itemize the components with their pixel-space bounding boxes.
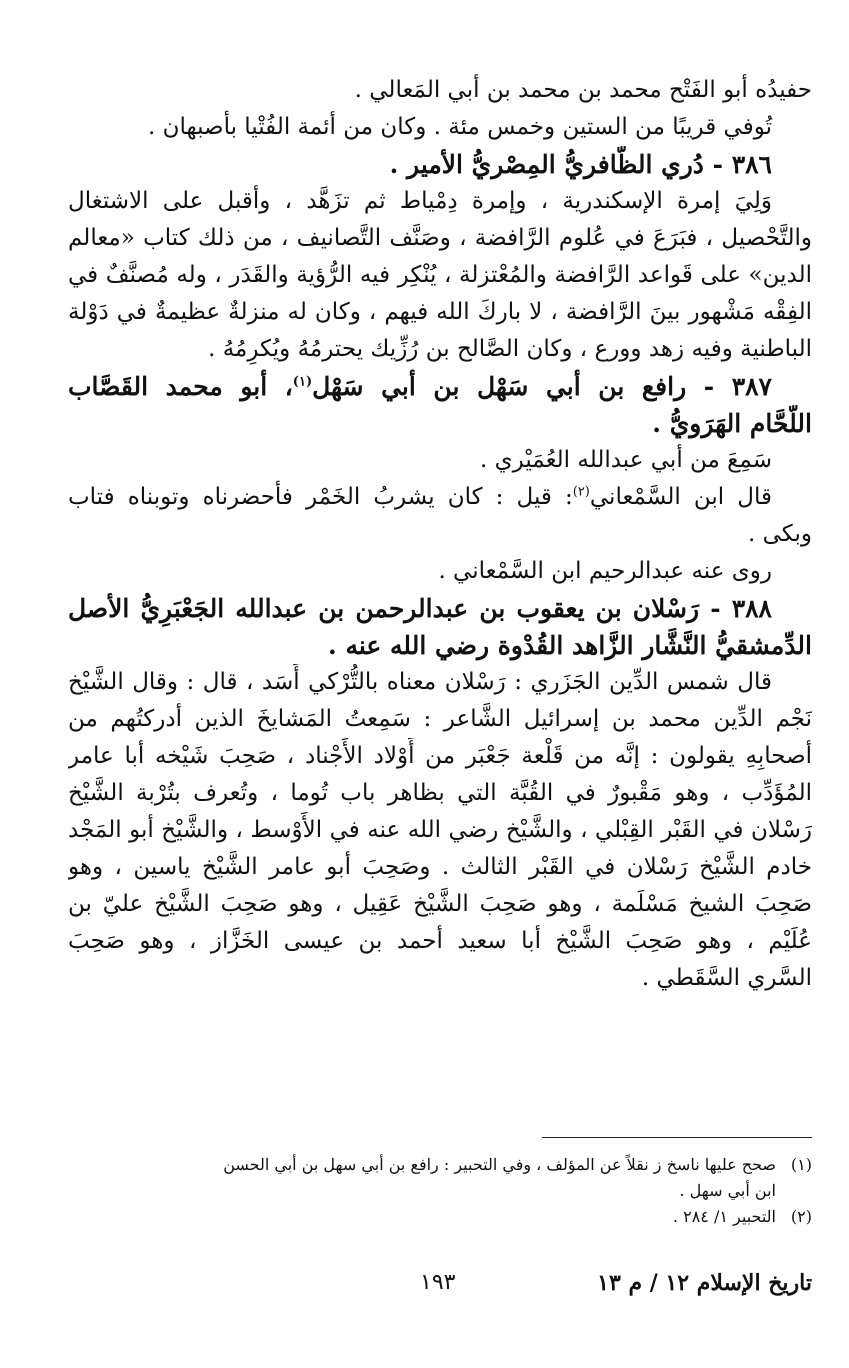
line-text: قال شمس الدِّين الجَزَري : رَسْلان معناه بالتُّرْكي أَسَد ، قال : وقال الشَّيْخ xyxy=(68,669,772,695)
line-text: المُؤَدِّب ، وهو مَقْبورٌ في القُبَّة التي بظاهر باب تُوما ، وتُعرف بتُرْبة الشَّيْخ xyxy=(68,780,812,806)
entry-heading-line xyxy=(68,368,812,405)
text-line xyxy=(68,553,812,590)
line-text: خادم الشَّيْخ رَسْلان في القَبْر الثالث . وصَحِبَ أبو عامر الشَّيْخ ياسين ، وهو xyxy=(68,854,812,880)
text-line xyxy=(68,738,812,775)
line-text: ٣٨٧ - رافع بن أبي سَهْل بن أبي سَهْل xyxy=(312,372,772,401)
text-line xyxy=(68,183,812,220)
text-line xyxy=(68,257,812,294)
text-line xyxy=(68,960,812,997)
text-line xyxy=(68,479,812,516)
text-line xyxy=(68,775,812,812)
footnote-marker: (١) xyxy=(292,374,313,390)
footnote-number: (٢) xyxy=(790,1207,812,1226)
text-line xyxy=(68,442,812,479)
line-text-tail: : قيل : كان يشربُ الخَمْر فأحضرناه وتوبناه فتاب xyxy=(68,484,573,510)
footnote-continuation: ابن أبي سهل . xyxy=(679,1181,776,1200)
line-text: الدين» على قَواعد الرَّافضة والمُعْتزلة ، يُنْكِر فيه الرُّؤية والقَدَر ، وله مُصنَّفٌ في xyxy=(68,262,812,288)
line-text: الباطنية وفيه زهد وورع ، وكان الصَّالح بن رُزِّيك يحترمُهُ ويُكرِمُهُ . xyxy=(208,336,812,362)
entry-heading-line xyxy=(68,627,812,664)
line-text: تُوفي قريبًا من الستين وخمس مئة . وكان من أئمة الفُتْيا بأصبهان . xyxy=(147,114,772,140)
text-line xyxy=(68,923,812,960)
line-text: عُلَيْم ، وهو صَحِبَ الشَّيْخ أبا سعيد أحمد بن عيسى الخَزَّاز ، وهو صَحِبَ xyxy=(68,928,812,954)
text-line xyxy=(68,849,812,886)
footnote xyxy=(68,1152,812,1178)
footnote-text: صحح عليها ناسخ ز نقلاً عن المؤلف ، وفي التحبير : رافع بن أبي سهل بن أبي الحسن xyxy=(223,1155,776,1174)
text-line xyxy=(68,294,812,331)
text-line xyxy=(68,72,812,109)
line-text: الدِّمشقيُّ النَّشَّار الزَّاهد القُدْوة رضي الله عنه . xyxy=(328,631,812,660)
text-line xyxy=(68,812,812,849)
text-line xyxy=(68,516,812,553)
line-text: الفِقْه مَشْهور بينَ الرَّافضة ، لا باركَ الله فيهم ، وكان له منزلةٌ عظيمةٌ في دَوْلة xyxy=(68,299,812,325)
text-line xyxy=(68,331,812,368)
footer-signature: تاريخ الإسلام ١٢ / م ١٣ xyxy=(597,1270,812,1296)
line-text: حفيدُه أبو الفَتْح محمد بن محمد بن أبي المَعالي . xyxy=(354,77,812,103)
footnote xyxy=(68,1204,812,1230)
line-text: ٣٨٨ - رَسْلان بن يعقوب بن عبدالرحمن بن عبدالله الجَعْبَرِيُّ الأصل xyxy=(68,594,772,623)
footnote-marker: (٢) xyxy=(572,484,590,500)
text-line xyxy=(68,109,812,146)
line-text: وَلِيَ إمرة الإسكندرية ، وإمرة دِمْياط ثم تزَهَّد ، وأقبل على الاشتغال xyxy=(68,188,772,214)
entry-heading-line xyxy=(68,146,812,183)
line-text: وبكى . xyxy=(747,521,812,547)
entry-heading-line xyxy=(68,590,812,627)
line-text: والتَّحْصيل ، فبَرَعَ في عُلوم الرَّافضة ، وصَنَّف التَّصانيف ، من ذلك كتاب «معالم xyxy=(68,225,812,251)
text-line xyxy=(68,886,812,923)
line-text: أصحابِهِ يقولون : إنَّه من قَلْعة جَعْبَر من أَوْلاد الأَجْناد ، صَحِبَ شَيْخه أبا عامر xyxy=(68,743,812,769)
line-text: نَجْم الدِّين محمد بن إسرائيل الشَّاعر : سَمِعتُ المَشايخَ الذين أدركتُهم من xyxy=(68,706,812,732)
text-line xyxy=(68,664,812,701)
line-text: روى عنه عبدالرحيم ابن السَّمْعاني . xyxy=(438,558,772,584)
page-number: ١٩٣ xyxy=(420,1270,456,1295)
line-text: سَمِعَ من أبي عبدالله العُمَيْري . xyxy=(480,447,772,473)
main-text xyxy=(68,72,812,997)
footnote-number: (١) xyxy=(790,1155,812,1174)
entry-heading-line xyxy=(68,405,812,442)
line-text: رَسْلان في القَبْر القِبْلي ، والشَّيْخ رضي الله عنه في الأَوْسط ، والشَّيْخ أبو المَجْد xyxy=(68,817,812,843)
line-text: ٣٨٦ - دُري الظَّافريُّ المِصْريُّ الأمير . xyxy=(389,150,772,179)
footnote-text: التحبير ١/ ٢٨٤ . xyxy=(672,1207,776,1226)
line-text: قال ابن السَّمْعاني xyxy=(589,484,772,510)
line-text: صَحِبَ الشيخ مَسْلَمة ، وهو صَحِبَ الشَّيْخ عَقِيل ، وهو صَحِبَ الشَّيْخ عليّ بن xyxy=(68,891,812,917)
text-line xyxy=(68,220,812,257)
page-footer xyxy=(68,1270,812,1310)
footnote-divider xyxy=(542,1137,812,1138)
line-text: السَّري السَّقَطي . xyxy=(641,965,812,991)
footnotes xyxy=(68,1152,812,1230)
line-text-tail: ، أبو محمد القَصَّاب xyxy=(68,372,293,401)
line-text: اللَّحَّام الهَرَويُّ . xyxy=(652,409,812,438)
text-line xyxy=(68,701,812,738)
